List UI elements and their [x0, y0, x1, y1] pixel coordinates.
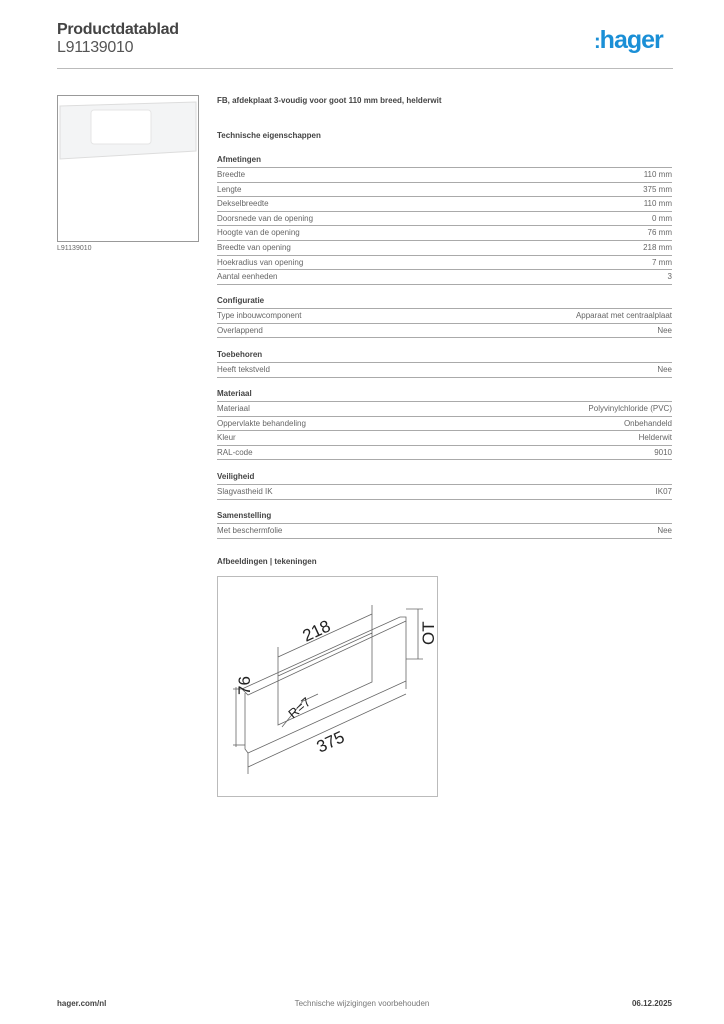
spec-row [217, 241, 672, 256]
spec-row [217, 485, 672, 500]
header-divider [57, 68, 673, 69]
spec-label: Slagvastheid IK [217, 486, 273, 496]
spec-row [217, 309, 672, 324]
spec-value: Onbehandeld [623, 418, 672, 428]
spec-label: Overlappend [217, 325, 263, 335]
spec-value: Nee [657, 325, 672, 335]
spec-value: 9010 [654, 447, 672, 457]
spec-value: Helderwit [638, 433, 672, 443]
spec-label: Aantal eenheden [217, 272, 278, 282]
spec-label: Type inbouwcomponent [217, 311, 302, 321]
spec-value: 110 mm [643, 199, 672, 209]
dim-radius: R=7 [285, 694, 314, 722]
spec-label: Breedte van opening [217, 242, 291, 252]
spec-label: Met beschermfolie [217, 526, 283, 535]
drawings-heading: Afbeeldingen | tekeningen [217, 557, 317, 566]
spec-row [217, 446, 672, 461]
spec-label: Materiaal [217, 404, 250, 414]
spec-section [217, 509, 672, 539]
spec-row [217, 183, 672, 198]
footer-website[interactable]: hager.com/nl [57, 999, 107, 1008]
spec-section [217, 153, 672, 285]
product-image [57, 95, 199, 242]
section-title: Toebehoren [217, 348, 672, 363]
spec-row [217, 270, 672, 285]
section-title: Veiligheid [217, 470, 672, 485]
spec-value: 76 mm [647, 228, 672, 238]
spec-row [217, 363, 672, 378]
product-description: FB, afdekplaat 3-voudig voor goot 110 mm breed, helderwit [217, 96, 442, 105]
spec-row [217, 197, 672, 212]
spec-row [217, 212, 672, 227]
spec-value: Apparaat met centraalplaat [575, 311, 672, 321]
spec-row [217, 417, 672, 432]
spec-row [217, 226, 672, 241]
spec-label: Breedte [217, 170, 246, 179]
spec-section [217, 387, 672, 460]
spec-row [217, 431, 672, 446]
spec-value: Nee [657, 364, 672, 374]
dim-ot: OT [419, 621, 437, 645]
section-title: Samenstelling [217, 509, 672, 524]
spec-section [217, 348, 672, 378]
spec-row [217, 256, 672, 271]
spec-label: Lengte [217, 184, 242, 194]
dim-width: 218 [299, 616, 334, 646]
spec-label: RAL-code [217, 447, 253, 457]
spec-value: Polyvinylchloride (PVC) [588, 404, 672, 414]
spec-label: Doorsnede van de opening [217, 213, 314, 223]
spec-row [217, 168, 672, 183]
hager-logo: :hager [594, 26, 663, 54]
spec-value: 218 mm [643, 242, 672, 252]
spec-label: Hoogte van de opening [217, 228, 300, 238]
spec-section [217, 294, 672, 338]
spec-label: Hoekradius van opening [217, 257, 304, 267]
spec-value: 375 mm [643, 184, 672, 194]
spec-label: Dekselbreedte [217, 199, 269, 209]
logo-text: hager [599, 26, 663, 54]
specs-table [217, 153, 672, 548]
section-title: Afmetingen [217, 153, 672, 168]
spec-section [217, 470, 672, 500]
spec-label: Kleur [217, 433, 236, 443]
tech-heading: Technische eigenschappen [217, 131, 321, 140]
section-title: Materiaal [217, 387, 672, 402]
dim-length: 375 [313, 727, 348, 757]
spec-value: 110 mm [643, 170, 672, 179]
spec-row [217, 524, 672, 539]
image-caption: L91139010 [57, 245, 92, 252]
spec-value: IK07 [655, 486, 672, 496]
technical-drawing [217, 576, 438, 797]
spec-value: Nee [657, 526, 672, 535]
spec-row [217, 402, 672, 417]
product-code: L91139010 [57, 39, 134, 56]
spec-value: 3 [667, 272, 672, 282]
spec-label: Heeft tekstveld [217, 364, 270, 374]
footer-date: 06.12.2025 [631, 999, 672, 1008]
section-title: Configuratie [217, 294, 672, 309]
page-title: Productdatablad [57, 21, 179, 38]
footer-disclaimer: Technische wijzigingen voorbehouden [294, 999, 430, 1008]
spec-row [217, 324, 672, 339]
spec-value: 7 mm [652, 257, 672, 267]
spec-value: 0 mm [652, 213, 672, 223]
spec-label: Oppervlakte behandeling [217, 418, 306, 428]
dim-height: 76 [235, 676, 254, 695]
